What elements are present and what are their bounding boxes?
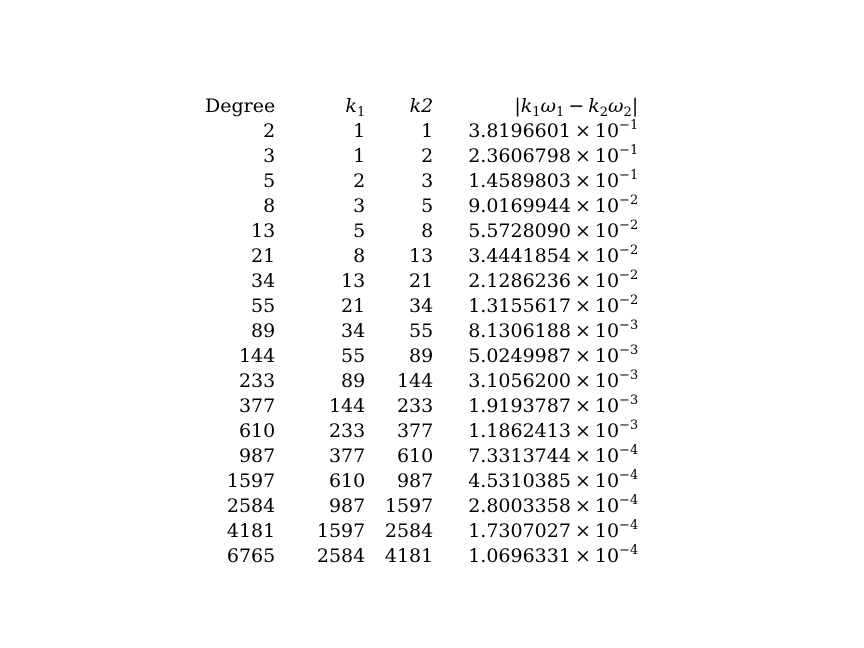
cell-base: 10 xyxy=(594,445,620,467)
header-error-omega2-sub: 2 xyxy=(623,105,632,120)
cell-error xyxy=(433,294,638,319)
cell-k2: 8 xyxy=(421,220,434,242)
cell-error xyxy=(433,119,638,144)
table-row xyxy=(205,119,638,144)
cell-degree: 6765 xyxy=(226,545,276,567)
cell-degree: 34 xyxy=(251,270,276,292)
header-k1-subscript: 1 xyxy=(356,105,366,120)
cell-degree: 89 xyxy=(251,320,276,342)
cell-k2: 2 xyxy=(421,145,434,167)
cell-mantissa: 1.4589803 xyxy=(468,170,571,192)
header-error-omega2: ω xyxy=(608,95,624,117)
header-error-k2-sub: 2 xyxy=(599,105,609,120)
header-error-k2: k xyxy=(588,95,600,117)
cell-degree: 3 xyxy=(263,145,276,167)
cell-error xyxy=(433,394,638,419)
cell-exponent: −2 xyxy=(619,293,639,308)
cell-base: 10 xyxy=(594,420,620,442)
cell-mantissa: 5.0249987 xyxy=(468,345,571,367)
cell-error xyxy=(433,494,638,519)
cell-error xyxy=(433,219,638,244)
times-symbol: × xyxy=(574,445,591,467)
times-symbol: × xyxy=(574,545,591,567)
cell-error xyxy=(433,319,638,344)
cell-base: 10 xyxy=(594,270,620,292)
header-error xyxy=(433,94,638,119)
header-error-bar-close: | xyxy=(631,95,639,117)
times-symbol: × xyxy=(574,170,591,192)
cell-k2: 55 xyxy=(409,320,434,342)
cell-k2: 144 xyxy=(396,370,434,392)
times-symbol: × xyxy=(574,195,591,217)
cell-k2: 377 xyxy=(396,420,434,442)
cell-exponent: −3 xyxy=(619,418,639,433)
table-body xyxy=(205,119,638,569)
cell-base: 10 xyxy=(594,170,620,192)
cell-mantissa: 3.4441854 xyxy=(468,245,571,267)
cell-k1: 21 xyxy=(341,295,366,317)
cell-k1: 1 xyxy=(353,120,366,142)
table-row xyxy=(205,444,638,469)
cell-exponent: −4 xyxy=(619,543,639,558)
header-k1-symbol: k xyxy=(345,95,357,117)
cell-degree: 2 xyxy=(263,120,276,142)
times-symbol: × xyxy=(574,470,591,492)
times-symbol: × xyxy=(574,270,591,292)
table-row xyxy=(205,419,638,444)
cell-k1: 144 xyxy=(328,395,366,417)
cell-k1: 1 xyxy=(353,145,366,167)
cell-exponent: −2 xyxy=(619,218,639,233)
cell-degree: 987 xyxy=(238,445,276,467)
cell-error xyxy=(433,419,638,444)
cell-exponent: −2 xyxy=(619,193,639,208)
times-symbol: × xyxy=(574,295,591,317)
header-k2-symbol: k2 xyxy=(409,95,434,117)
times-symbol: × xyxy=(574,320,591,342)
header-error-bar-open: | xyxy=(514,95,521,117)
cell-base: 10 xyxy=(594,520,620,542)
cell-exponent: −1 xyxy=(619,143,639,158)
cell-base: 10 xyxy=(594,195,620,217)
header-error-k1: k xyxy=(520,95,533,117)
approximation-table xyxy=(205,94,638,569)
cell-base: 10 xyxy=(594,545,620,567)
cell-exponent: −1 xyxy=(619,168,639,183)
cell-k1: 34 xyxy=(341,320,366,342)
cell-error xyxy=(433,544,638,569)
table-row xyxy=(205,494,638,519)
cell-exponent: −4 xyxy=(619,518,639,533)
table-row xyxy=(205,469,638,494)
cell-base: 10 xyxy=(594,145,620,167)
times-symbol: × xyxy=(574,245,591,267)
table-row xyxy=(205,169,638,194)
cell-exponent: −3 xyxy=(619,368,639,383)
cell-degree: 144 xyxy=(238,345,276,367)
cell-degree: 21 xyxy=(251,245,276,267)
times-symbol: × xyxy=(574,395,591,417)
cell-error xyxy=(433,169,638,194)
cell-degree: 377 xyxy=(238,395,276,417)
times-symbol: × xyxy=(574,145,591,167)
cell-k1: 987 xyxy=(328,495,366,517)
table-row xyxy=(205,344,638,369)
cell-mantissa: 5.5728090 xyxy=(468,220,571,242)
times-symbol: × xyxy=(574,120,591,142)
cell-k2: 610 xyxy=(396,445,434,467)
times-symbol: × xyxy=(574,420,591,442)
cell-k1: 89 xyxy=(341,370,366,392)
cell-degree: 13 xyxy=(251,220,276,242)
cell-mantissa: 1.7307027 xyxy=(468,520,571,542)
cell-error xyxy=(433,144,638,169)
cell-mantissa: 3.1056200 xyxy=(468,370,571,392)
table-row xyxy=(205,144,638,169)
cell-k2: 5 xyxy=(421,195,434,217)
cell-k1: 5 xyxy=(353,220,366,242)
cell-degree: 1597 xyxy=(226,470,276,492)
table-row xyxy=(205,519,638,544)
cell-error xyxy=(433,519,638,544)
cell-base: 10 xyxy=(594,370,620,392)
cell-base: 10 xyxy=(594,495,620,517)
cell-k2: 89 xyxy=(409,345,434,367)
times-symbol: × xyxy=(574,370,591,392)
table-header-row xyxy=(205,94,638,119)
cell-base: 10 xyxy=(594,120,620,142)
header-error-omega1-sub: 1 xyxy=(556,105,565,120)
header-k1 xyxy=(275,94,365,119)
times-symbol: × xyxy=(574,345,591,367)
cell-base: 10 xyxy=(594,245,620,267)
cell-base: 10 xyxy=(594,220,620,242)
table-row xyxy=(205,369,638,394)
cell-k1: 610 xyxy=(328,470,366,492)
cell-exponent: −3 xyxy=(619,343,639,358)
cell-base: 10 xyxy=(594,295,620,317)
cell-k2: 2584 xyxy=(384,520,434,542)
table-row xyxy=(205,269,638,294)
cell-mantissa: 8.1306188 xyxy=(468,320,571,342)
table-row xyxy=(205,544,638,569)
cell-mantissa: 1.0696331 xyxy=(468,545,571,567)
header-degree: Degree xyxy=(205,95,276,117)
cell-error xyxy=(433,269,638,294)
cell-exponent: −1 xyxy=(619,118,639,133)
cell-base: 10 xyxy=(594,320,620,342)
cell-mantissa: 3.8196601 xyxy=(468,120,571,142)
cell-k2: 1597 xyxy=(384,495,434,517)
cell-exponent: −2 xyxy=(619,243,639,258)
cell-k2: 233 xyxy=(396,395,434,417)
times-symbol: × xyxy=(574,520,591,542)
cell-k1: 55 xyxy=(341,345,366,367)
cell-k2: 13 xyxy=(409,245,434,267)
cell-mantissa: 1.9193787 xyxy=(468,395,571,417)
table-row xyxy=(205,244,638,269)
header-error-k1-sub: 1 xyxy=(532,105,541,120)
cell-degree: 5 xyxy=(263,170,276,192)
cell-degree: 55 xyxy=(251,295,276,317)
cell-base: 10 xyxy=(594,345,620,367)
cell-k1: 1597 xyxy=(316,520,366,542)
table-row xyxy=(205,319,638,344)
cell-k2: 34 xyxy=(409,295,434,317)
cell-k1: 3 xyxy=(353,195,366,217)
cell-mantissa: 4.5310385 xyxy=(468,470,571,492)
cell-k1: 233 xyxy=(328,420,366,442)
cell-degree: 8 xyxy=(263,195,276,217)
header-k2 xyxy=(365,94,433,119)
cell-exponent: −4 xyxy=(619,443,639,458)
cell-mantissa: 2.1286236 xyxy=(468,270,571,292)
cell-k2: 21 xyxy=(409,270,434,292)
cell-degree: 610 xyxy=(238,420,276,442)
cell-mantissa: 2.8003358 xyxy=(468,495,571,517)
cell-mantissa: 1.1862413 xyxy=(468,420,571,442)
cell-k1: 2 xyxy=(353,170,366,192)
cell-degree: 2584 xyxy=(226,495,276,517)
table-row xyxy=(205,219,638,244)
cell-exponent: −3 xyxy=(619,393,639,408)
header-error-omega1: ω xyxy=(540,95,557,117)
cell-k1: 377 xyxy=(328,445,366,467)
cell-degree: 4181 xyxy=(226,520,276,542)
cell-error xyxy=(433,369,638,394)
cell-k2: 3 xyxy=(421,170,434,192)
cell-error xyxy=(433,244,638,269)
cell-mantissa: 7.3313744 xyxy=(468,445,571,467)
cell-k1: 13 xyxy=(341,270,366,292)
cell-error xyxy=(433,469,638,494)
cell-k2: 4181 xyxy=(384,545,434,567)
cell-exponent: −3 xyxy=(619,318,639,333)
cell-mantissa: 9.0169944 xyxy=(468,195,571,217)
cell-error xyxy=(433,444,638,469)
cell-k2: 1 xyxy=(421,120,434,142)
cell-base: 10 xyxy=(594,470,620,492)
table-row xyxy=(205,394,638,419)
cell-base: 10 xyxy=(594,395,620,417)
table-row xyxy=(205,294,638,319)
table-row xyxy=(205,194,638,219)
cell-k1: 8 xyxy=(353,245,366,267)
cell-degree: 233 xyxy=(238,370,276,392)
cell-error xyxy=(433,194,638,219)
cell-error xyxy=(433,344,638,369)
times-symbol: × xyxy=(574,220,591,242)
cell-exponent: −2 xyxy=(619,268,639,283)
cell-exponent: −4 xyxy=(619,468,639,483)
cell-k2: 987 xyxy=(396,470,434,492)
cell-mantissa: 1.3155617 xyxy=(468,295,571,317)
cell-mantissa: 2.3606798 xyxy=(468,145,571,167)
times-symbol: × xyxy=(574,495,591,517)
cell-k1: 2584 xyxy=(316,545,366,567)
header-error-minus: − xyxy=(568,95,585,117)
cell-exponent: −4 xyxy=(619,493,639,508)
